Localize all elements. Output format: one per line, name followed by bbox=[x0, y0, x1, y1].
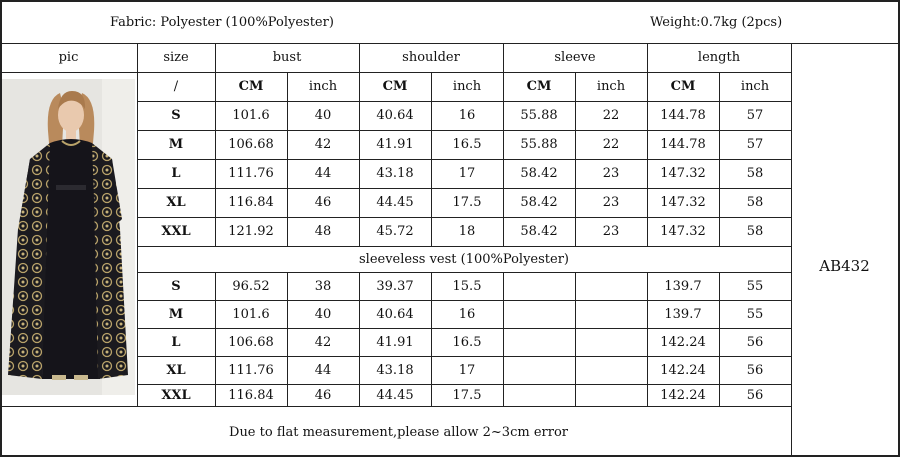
dress-bust-inch: 40 bbox=[314, 108, 332, 123]
dress-sleeve-cm: 58.42 bbox=[520, 224, 558, 239]
dress-bust-inch: 44 bbox=[314, 166, 332, 181]
vest-length-cm: 142.24 bbox=[660, 334, 706, 350]
vest-shoulder-inch: 16.5 bbox=[452, 334, 482, 350]
vest-bust-cm: 101.6 bbox=[232, 306, 270, 322]
dress-length-cm: 147.32 bbox=[660, 166, 706, 181]
dress-length-cm: 144.78 bbox=[660, 108, 706, 123]
vest-shoulder-inch: 17.5 bbox=[452, 387, 482, 403]
grid-line bbox=[0, 406, 791, 407]
dress-sleeve-inch: 22 bbox=[602, 137, 620, 152]
dress-bust-cm: 121.92 bbox=[228, 224, 274, 239]
col-header-pic: pic bbox=[58, 50, 79, 65]
dress-size: XL bbox=[166, 195, 186, 210]
vest-length-inch: 55 bbox=[746, 278, 764, 294]
dress-shoulder-cm: 40.64 bbox=[376, 108, 414, 123]
dress-length-cm: 144.78 bbox=[660, 137, 706, 152]
dress-sleeve-cm: 55.88 bbox=[520, 108, 558, 123]
unit-inch: inch bbox=[452, 79, 482, 94]
dress-bust-cm: 111.76 bbox=[228, 166, 274, 181]
dress-sleeve-inch: 23 bbox=[602, 224, 620, 239]
vest-bust-inch: 42 bbox=[314, 334, 332, 350]
unit-cm: CM bbox=[526, 79, 552, 94]
vest-length-inch: 56 bbox=[746, 387, 764, 403]
dress-sleeve-inch: 23 bbox=[602, 166, 620, 181]
vest-length-inch: 56 bbox=[746, 362, 764, 378]
dress-sleeve-inch: 22 bbox=[602, 108, 620, 123]
dress-bust-inch: 48 bbox=[314, 224, 332, 239]
grid-line bbox=[0, 0, 900, 2]
col-header-sleeve: sleeve bbox=[554, 50, 596, 65]
vest-title: sleeveless vest (100%Polyester) bbox=[359, 251, 569, 267]
dress-sleeve-cm: 55.88 bbox=[520, 137, 558, 152]
vest-shoulder-inch: 17 bbox=[458, 362, 476, 378]
vest-size: L bbox=[171, 334, 181, 350]
vest-bust-cm: 106.68 bbox=[228, 334, 274, 350]
dress-shoulder-inch: 17.5 bbox=[452, 195, 482, 210]
col-header-shoulder: shoulder bbox=[402, 50, 460, 65]
unit-inch: inch bbox=[596, 79, 626, 94]
vest-bust-inch: 46 bbox=[314, 387, 332, 403]
vest-size: XXL bbox=[161, 387, 191, 403]
fabric-info: Fabric: Polyester (100%Polyester) bbox=[110, 14, 334, 30]
unit-cm: CM bbox=[670, 79, 696, 94]
dress-shoulder-inch: 16.5 bbox=[452, 137, 482, 152]
dress-size: L bbox=[171, 166, 181, 181]
vest-size: S bbox=[171, 278, 181, 294]
dress-length-inch: 58 bbox=[746, 166, 764, 181]
unit-inch: inch bbox=[740, 79, 770, 94]
dress-bust-inch: 46 bbox=[314, 195, 332, 210]
dress-bust-cm: 106.68 bbox=[228, 137, 274, 152]
col-header-length: length bbox=[697, 50, 741, 65]
col-header-slash: / bbox=[173, 79, 179, 94]
vest-length-cm: 142.24 bbox=[660, 362, 706, 378]
unit-cm: CM bbox=[382, 79, 408, 94]
dress-size: S bbox=[171, 108, 181, 123]
grid-line bbox=[575, 272, 576, 406]
dress-size: XXL bbox=[161, 224, 191, 239]
dress-length-cm: 147.32 bbox=[660, 195, 706, 210]
dress-length-cm: 147.32 bbox=[660, 224, 706, 239]
vest-shoulder-inch: 15.5 bbox=[452, 278, 482, 294]
dress-bust-cm: 116.84 bbox=[228, 195, 274, 210]
vest-bust-inch: 44 bbox=[314, 362, 332, 378]
dress-sleeve-inch: 23 bbox=[602, 195, 620, 210]
vest-size: XL bbox=[166, 362, 186, 378]
product-photo bbox=[2, 79, 135, 395]
grid-line bbox=[503, 272, 504, 406]
dress-shoulder-inch: 17 bbox=[458, 166, 476, 181]
vest-size: M bbox=[168, 306, 184, 322]
dress-bust-cm: 101.6 bbox=[232, 108, 270, 123]
dress-shoulder-inch: 16 bbox=[458, 108, 476, 123]
vest-bust-cm: 96.52 bbox=[232, 278, 270, 294]
vest-shoulder-cm: 43.18 bbox=[376, 362, 414, 378]
vest-shoulder-cm: 41.91 bbox=[376, 334, 414, 350]
vest-length-cm: 142.24 bbox=[660, 387, 706, 403]
vest-shoulder-inch: 16 bbox=[458, 306, 476, 322]
dress-shoulder-cm: 41.91 bbox=[376, 137, 414, 152]
vest-shoulder-cm: 44.45 bbox=[376, 387, 414, 403]
vest-length-cm: 139.7 bbox=[664, 306, 702, 322]
vest-bust-cm: 111.76 bbox=[228, 362, 274, 378]
vest-shoulder-cm: 39.37 bbox=[376, 278, 414, 294]
model-abaya-image bbox=[2, 79, 135, 395]
dress-length-inch: 57 bbox=[746, 137, 764, 152]
vest-bust-inch: 40 bbox=[314, 306, 332, 322]
col-header-size: size bbox=[163, 50, 189, 65]
dress-length-inch: 58 bbox=[746, 195, 764, 210]
dress-length-inch: 58 bbox=[746, 224, 764, 239]
dress-shoulder-cm: 44.45 bbox=[376, 195, 414, 210]
vest-bust-cm: 116.84 bbox=[228, 387, 274, 403]
dress-bust-inch: 42 bbox=[314, 137, 332, 152]
dress-size: M bbox=[168, 137, 184, 152]
dress-sleeve-cm: 58.42 bbox=[520, 166, 558, 181]
vest-length-inch: 56 bbox=[746, 334, 764, 350]
vest-length-cm: 139.7 bbox=[664, 278, 702, 294]
vest-shoulder-cm: 40.64 bbox=[376, 306, 414, 322]
dress-shoulder-inch: 18 bbox=[458, 224, 476, 239]
dress-shoulder-cm: 43.18 bbox=[376, 166, 414, 181]
product-code: AB432 bbox=[819, 257, 870, 275]
vest-length-inch: 55 bbox=[746, 306, 764, 322]
dress-sleeve-cm: 58.42 bbox=[520, 195, 558, 210]
unit-inch: inch bbox=[308, 79, 338, 94]
dress-length-inch: 57 bbox=[746, 108, 764, 123]
footer-note: Due to flat measurement,please allow 2~3cm error bbox=[229, 424, 568, 440]
weight-info: Weight:0.7kg (2pcs) bbox=[650, 14, 783, 30]
unit-cm: CM bbox=[238, 79, 264, 94]
col-header-bust: bust bbox=[272, 50, 302, 65]
dress-shoulder-cm: 45.72 bbox=[376, 224, 414, 239]
vest-bust-inch: 38 bbox=[314, 278, 332, 294]
